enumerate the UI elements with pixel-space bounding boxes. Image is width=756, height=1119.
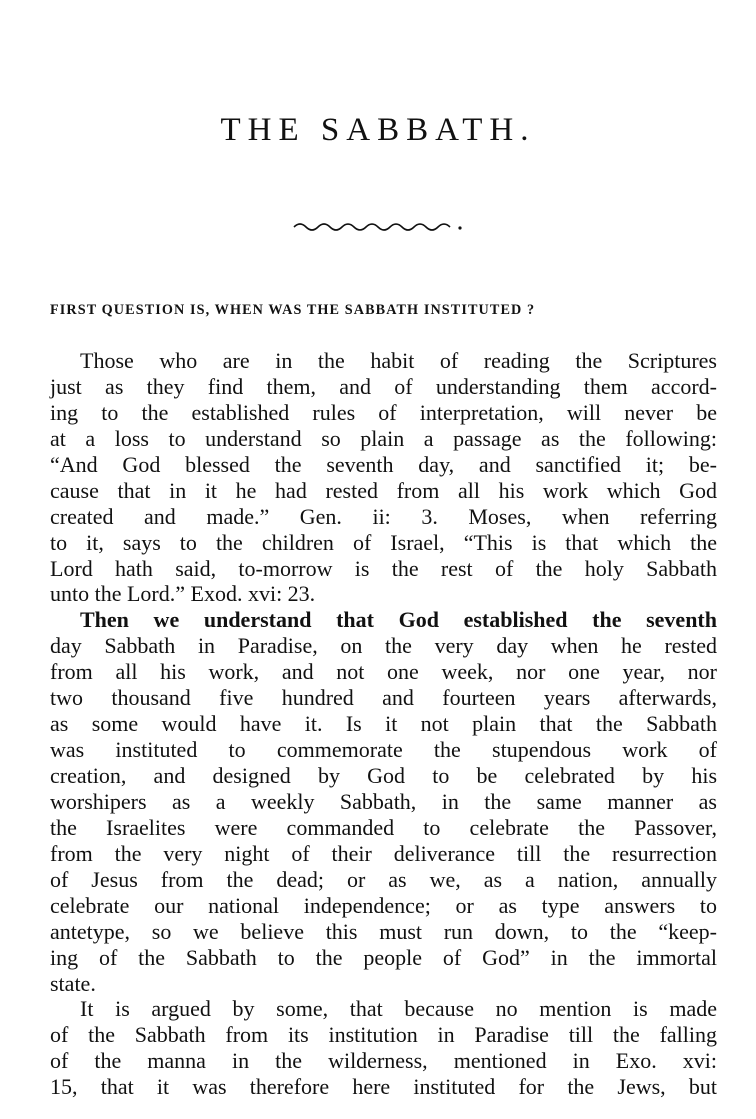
text-line: celebrate our national independence; or as type answers to: [50, 892, 717, 918]
text-line: two thousand five hundred and fourteen years afterwards,: [50, 685, 717, 711]
section-question: FIRST QUESTION IS, WHEN WAS THE SABBATH INSTITUTED ?: [50, 302, 536, 318]
text-line: ing of the Sabbath to the people of God” in the immortal: [50, 944, 717, 970]
text-line: day Sabbath in Paradise, on the very day when he rested: [50, 633, 717, 659]
text-line: at a loss to understand so plain a passage as the following:: [50, 425, 717, 451]
text-line: created and made.” Gen. ii: 3. Moses, when referring: [50, 503, 717, 529]
text-line: was instituted to commemorate the stupendous work of: [50, 737, 717, 763]
text-line: 15, that it was therefore here instituted for the Jews, but: [50, 1074, 717, 1100]
text-line: to it, says to the children of Israel, “This is that which the: [50, 529, 717, 555]
text-line: worshipers as a weekly Sabbath, in the same manner as: [50, 788, 717, 814]
paragraph-2: [50, 607, 717, 996]
paragraph-1: [50, 348, 717, 607]
text-line: antetype, so we believe this must run down, to the “keep-: [50, 918, 717, 944]
ornament-wave: [290, 216, 470, 236]
text-line: as some would have it. Is it not plain that the Sabbath: [50, 711, 717, 737]
text-line: state.: [50, 970, 96, 996]
text-line: of Jesus from the dead; or as we, as a nation, annually: [50, 866, 717, 892]
text-line: creation, and designed by God to be celebrated by his: [50, 763, 717, 788]
text-line: from the very night of their deliverance till the resurrection: [50, 840, 717, 866]
text-line: of the Sabbath from its institution in Paradise till the falling: [50, 1022, 717, 1048]
text-line: Those who are in the habit of reading the Scriptures: [80, 348, 717, 373]
text-line: ing to the established rules of interpretation, will never be: [50, 399, 717, 425]
text-line: from all his work, and not one week, nor one year, nor: [50, 659, 717, 685]
text-line: of the manna in the wilderness, mentioned in Exo. xvi:: [50, 1048, 717, 1074]
text-line: Lord hath said, to-morrow is the rest of the holy Sabbath: [50, 555, 717, 581]
text-line: Then we understand that God established the seventh: [80, 607, 717, 633]
paragraph-3: [50, 996, 717, 1100]
text-line: unto the Lord.” Exod. xvi: 23.: [50, 581, 316, 607]
text-line: cause that in it he had rested from all his work which God: [50, 477, 717, 503]
text-line: the Israelites were commanded to celebrate the Passover,: [50, 814, 717, 840]
text-line: just as they find them, and of understanding them accord-: [50, 373, 717, 399]
body-text: [50, 348, 717, 1100]
text-line: It is argued by some, that because no mention is made: [80, 996, 717, 1022]
text-line: “And God blessed the seventh day, and sanctified it; be-: [50, 451, 717, 477]
page-title: THE SABBATH.: [220, 112, 536, 148]
